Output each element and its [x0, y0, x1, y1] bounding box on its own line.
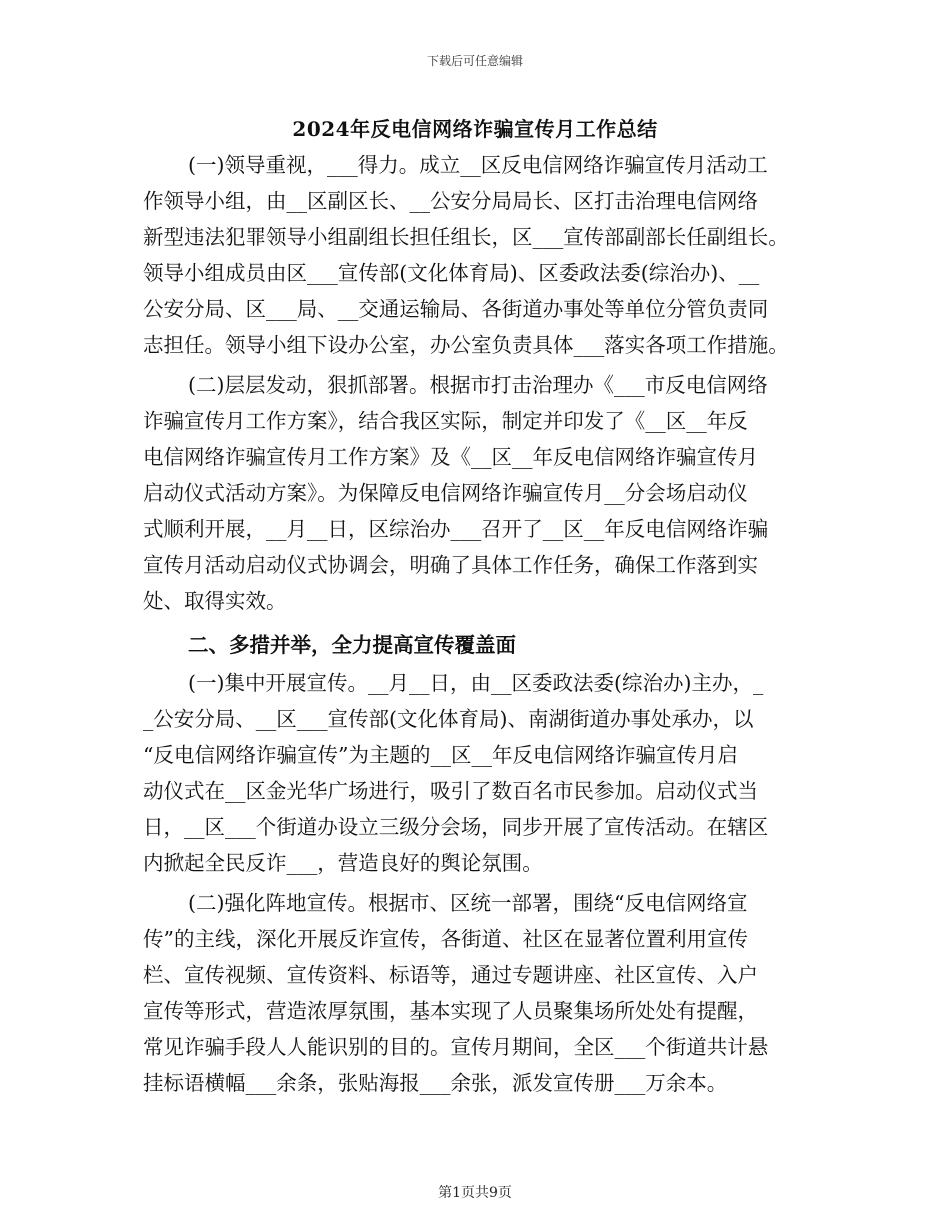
paragraph-line: 宣传月活动启动仪式协调会，明确了具体工作任务，确保工作落到实 — [143, 553, 758, 577]
paragraph-line: “反电信网络诈骗宣传”为主题的__区__年反电信网络诈骗宣传月启 — [143, 743, 738, 767]
paragraph-line: 作领导小组，由__区副区长、__公安分局局长、区打击治理电信网络 — [143, 189, 758, 213]
paragraph-line: 传”的主线，深化开展反诈宣传，各街道、社区在显著位置利用宣传 — [143, 927, 748, 951]
paragraph-line: 电信网络诈骗宣传月工作方案》及《__区__年反电信网络诈骗宣传月 — [143, 445, 758, 469]
document-title: 2024年反电信网络诈骗宣传月工作总结 — [292, 117, 658, 141]
paragraph-line: 常见诈骗手段人人能识别的目的。宣传月期间，全区___个街道共计悬 — [143, 1035, 769, 1059]
paragraph-line: 内掀起全民反诈___，营造良好的舆论氛围。 — [143, 851, 543, 875]
paragraph-line: 诈骗宣传月工作方案》，结合我区实际，制定并印发了《__区__年反 — [143, 409, 748, 433]
paragraph-line: _公安分局、__区___宣传部(文化体育局)、南湖街道办事处承办，以 — [143, 707, 754, 731]
page-footer: 第1页共9页 — [438, 1185, 512, 1201]
section-heading: 二、多措并举，全力提高宣传覆盖面 — [188, 633, 516, 657]
paragraph-line: 领导小组成员由区___宣传部(文化体育局)、区委政法委(综治办)、__ — [143, 261, 760, 285]
paragraph-line: 挂标语横幅___余条，张贴海报___余张，派发宣传册___万余本。 — [143, 1071, 728, 1095]
paragraph-line: (一)集中开展宣传。__月__日，由__区委政法委(综治办)主办，_ — [188, 671, 764, 695]
paragraph-line: 处、取得实效。 — [143, 589, 287, 613]
paragraph-line: (一)领导重视，___得力。成立__区反电信网络诈骗宣传月活动工 — [188, 153, 768, 177]
paragraph-line: 宣传等形式，营造浓厚氛围，基本实现了人员聚集场所处处有提醒， — [143, 999, 758, 1023]
paragraph-line: 式顺利开展，__月__日，区综治办___召开了__区__年反电信网络诈骗 — [143, 517, 769, 541]
paragraph-line: 志担任。领导小组下设办公室，办公室负责具体___落实各项工作措施。 — [143, 333, 789, 357]
paragraph-line: 动仪式在__区金光华广场进行，吸引了数百名市民参加。启动仪式当 — [143, 779, 758, 803]
paragraph-line: 启动仪式活动方案》。为保障反电信网络诈骗宣传月__分会场启动仪 — [143, 481, 748, 505]
paragraph-line: (二)强化阵地宣传。根据市、区统一部署，围绕“反电信网络宣 — [188, 891, 748, 915]
paragraph-line: 栏、宣传视频、宣传资料、标语等，通过专题讲座、社区宣传、入户 — [143, 963, 758, 987]
paragraph-line: 日，__区___个街道办设立三级分会场，同步开展了宣传活动。在辖区 — [143, 815, 769, 839]
header-note: 下载后可任意编辑 — [426, 54, 523, 68]
paragraph-line: (二)层层发动，狠抓部署。根据市打击治理办《___市反电信网络 — [188, 373, 768, 397]
paragraph-line: 公安分局、区___局、__交通运输局、各街道办事处等单位分管负责同 — [143, 297, 769, 321]
paragraph-line: 新型违法犯罪领导小组副组长担任组长，区___宣传部副部长任副组长。 — [143, 225, 789, 249]
